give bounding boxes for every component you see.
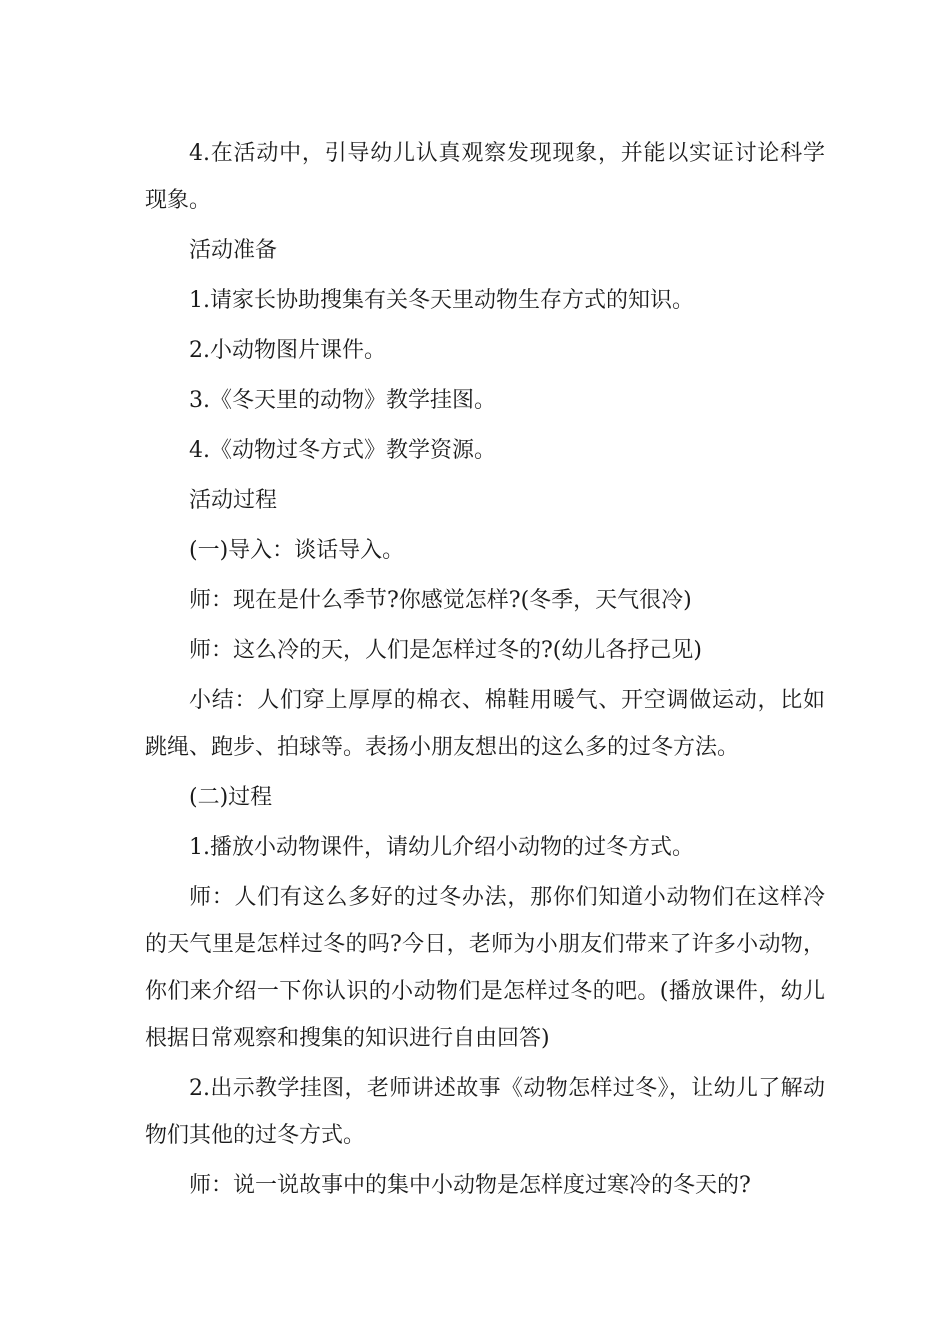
- paragraph-prep-3: 3.《冬天里的动物》教学挂图。: [189, 388, 496, 413]
- paragraph-teacher-q2: 师：这么冷的天，人们是怎样过冬的?(幼儿各抒己见): [189, 638, 702, 663]
- paragraph-intro-heading: (一)导入：谈话导入。: [189, 538, 405, 563]
- paragraph-prep-4: 4.《动物过冬方式》教学资源。: [189, 438, 496, 463]
- paragraph-prep-2: 2.小动物图片课件。: [189, 338, 386, 363]
- section-heading-preparation: 活动准备: [189, 238, 278, 263]
- paragraph-teacher-q1: 师：现在是什么季节?你感觉怎样?(冬季，天气很冷): [189, 588, 692, 613]
- paragraph-summary: 小结：人们穿上厚厚的棉衣、棉鞋用暖气、开空调做运动，比如跳绳、跑步、拍球等。表扬小朋友想出的这么多的过冬方法。: [145, 688, 825, 760]
- paragraph-prep-1: 1.请家长协助搜集有关冬天里动物生存方式的知识。: [189, 288, 694, 313]
- paragraph-step-2: 2.出示教学挂图，老师讲述故事《动物怎样过冬》，让幼儿了解动物们其他的过冬方式。: [145, 1076, 825, 1148]
- paragraph-teacher-q4: 师：说一说故事中的集中小动物是怎样度过寒冷的冬天的?: [189, 1173, 751, 1198]
- document-body: [145, 130, 825, 1212]
- section-heading-process: 活动过程: [189, 488, 278, 513]
- paragraph-goal-4: 4.在活动中，引导幼儿认真观察发现现象，并能以实证讨论科学现象。: [145, 141, 825, 213]
- paragraph-process-heading: (二)过程: [189, 785, 273, 810]
- paragraph-step-1: 1.播放小动物课件，请幼儿介绍小动物的过冬方式。: [189, 835, 694, 860]
- paragraph-teacher-q3: 师：人们有这么多好的过冬办法，那你们知道小动物们在这样冷的天气里是怎样过冬的吗?今日，老师为小朋友们带来了许多小动物，你们来介绍一下你认识的小动物们是怎样过冬的吧。(播放课件，幼儿根据日常观察和搜集的知识进行自由回答): [145, 885, 825, 1051]
